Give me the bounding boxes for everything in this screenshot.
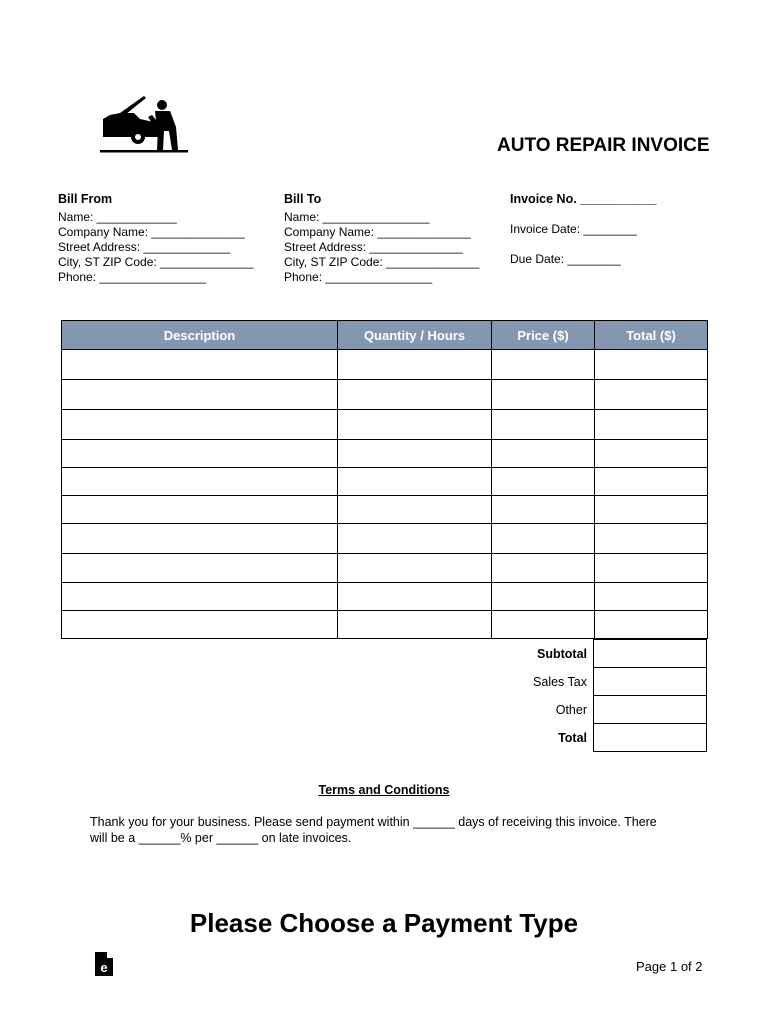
description-cell[interactable] xyxy=(62,524,338,554)
description-cell[interactable] xyxy=(62,583,338,611)
description-cell[interactable] xyxy=(62,468,338,496)
quantity-cell[interactable] xyxy=(338,524,492,554)
quantity-cell[interactable] xyxy=(338,410,492,440)
line-items-table xyxy=(61,320,708,639)
bill-to-section xyxy=(284,192,479,285)
quantity-cell[interactable] xyxy=(338,468,492,496)
table-row xyxy=(62,440,708,468)
table-row xyxy=(62,468,708,496)
header-quantity: Quantity / Hours xyxy=(338,321,492,350)
header-description: Description xyxy=(62,321,338,350)
table-row xyxy=(62,380,708,410)
total-cell[interactable] xyxy=(595,554,708,583)
bill-from-section xyxy=(58,192,253,285)
description-cell[interactable] xyxy=(62,611,338,639)
table-row xyxy=(62,410,708,440)
table-row xyxy=(62,554,708,583)
price-cell[interactable] xyxy=(492,611,595,639)
terms-text xyxy=(90,814,690,846)
bill-from-phone-field[interactable]: Phone: ________________ xyxy=(58,270,207,284)
page-number: Page 1 of 2 xyxy=(636,959,703,974)
total-cell[interactable] xyxy=(595,350,708,380)
sales-tax-field[interactable] xyxy=(594,668,707,696)
description-cell[interactable] xyxy=(62,496,338,524)
quantity-cell[interactable] xyxy=(338,440,492,468)
price-cell[interactable] xyxy=(492,380,595,410)
header-total: Total ($) xyxy=(595,321,708,350)
price-cell[interactable] xyxy=(492,350,595,380)
price-cell[interactable] xyxy=(492,524,595,554)
bill-from-company-field[interactable]: Company Name: ______________ xyxy=(58,225,245,239)
bill-to-city-field[interactable]: City, ST ZIP Code: ______________ xyxy=(284,255,480,269)
header-price: Price ($) xyxy=(492,321,595,350)
quantity-cell[interactable] xyxy=(338,554,492,583)
bill-to-company-field[interactable]: Company Name: ______________ xyxy=(284,225,471,239)
other-row xyxy=(470,696,707,724)
description-cell[interactable] xyxy=(62,380,338,410)
other-field[interactable] xyxy=(594,696,707,724)
total-cell[interactable] xyxy=(595,524,708,554)
price-cell[interactable] xyxy=(492,496,595,524)
total-cell[interactable] xyxy=(595,468,708,496)
table-row xyxy=(62,524,708,554)
total-cell[interactable] xyxy=(595,380,708,410)
quantity-cell[interactable] xyxy=(338,496,492,524)
total-cell[interactable] xyxy=(595,440,708,468)
bill-from-street-field[interactable]: Street Address: _____________ xyxy=(58,240,231,254)
bill-to-street-field[interactable]: Street Address: ______________ xyxy=(284,240,463,254)
description-cell[interactable] xyxy=(62,350,338,380)
terms-line-1: Thank you for your business. Please send payment within ______ days of receiving this invoice. There xyxy=(90,815,657,829)
quantity-cell[interactable] xyxy=(338,380,492,410)
total-cell[interactable] xyxy=(595,410,708,440)
total-cell[interactable] xyxy=(595,583,708,611)
table-row xyxy=(62,496,708,524)
sales-tax-row xyxy=(470,668,707,696)
terms-title: Terms and Conditions xyxy=(318,783,450,797)
price-cell[interactable] xyxy=(492,554,595,583)
price-cell[interactable] xyxy=(492,410,595,440)
price-cell[interactable] xyxy=(492,468,595,496)
total-cell[interactable] xyxy=(595,496,708,524)
invoice-info-section xyxy=(510,192,657,282)
payment-type-title: Please Choose a Payment Type xyxy=(189,908,579,938)
due-date-field[interactable]: Due Date: ________ xyxy=(510,252,621,266)
total-cell[interactable] xyxy=(595,611,708,639)
svg-text:e: e xyxy=(100,960,108,975)
bill-to-phone-field[interactable]: Phone: ________________ xyxy=(284,270,433,284)
description-cell[interactable] xyxy=(62,440,338,468)
terms-line-2: will be a ______% per ______ on late invoices. xyxy=(90,831,352,845)
quantity-cell[interactable] xyxy=(338,611,492,639)
invoice-number-field[interactable]: Invoice No. ___________ xyxy=(510,192,657,206)
table-row xyxy=(62,350,708,380)
bill-from-city-field[interactable]: City, ST ZIP Code: ______________ xyxy=(58,255,254,269)
invoice-date-field[interactable]: Invoice Date: ________ xyxy=(510,222,637,236)
total-field[interactable] xyxy=(594,724,707,752)
table-row xyxy=(62,611,708,639)
bill-to-heading: Bill To xyxy=(284,192,322,206)
quantity-cell[interactable] xyxy=(338,583,492,611)
table-header-row xyxy=(62,321,708,350)
other-label: Other xyxy=(555,702,587,717)
quantity-cell[interactable] xyxy=(338,350,492,380)
subtotal-row xyxy=(470,640,707,668)
bill-from-name-field[interactable]: Name: ____________ xyxy=(58,210,177,224)
description-cell[interactable] xyxy=(62,554,338,583)
price-cell[interactable] xyxy=(492,440,595,468)
totals-table xyxy=(470,639,707,752)
description-cell[interactable] xyxy=(62,410,338,440)
subtotal-label: Subtotal xyxy=(537,646,587,661)
bill-to-name-field[interactable]: Name: ________________ xyxy=(284,210,430,224)
subtotal-field[interactable] xyxy=(594,640,707,668)
document-icon xyxy=(94,951,114,977)
table-row xyxy=(62,583,708,611)
price-cell[interactable] xyxy=(492,583,595,611)
bill-from-heading: Bill From xyxy=(58,192,113,206)
mechanic-car-icon xyxy=(100,93,190,155)
invoice-title: AUTO REPAIR INVOICE xyxy=(497,135,710,156)
total-row xyxy=(470,724,707,752)
sales-tax-label: Sales Tax xyxy=(533,674,587,689)
total-label: Total xyxy=(558,730,587,745)
